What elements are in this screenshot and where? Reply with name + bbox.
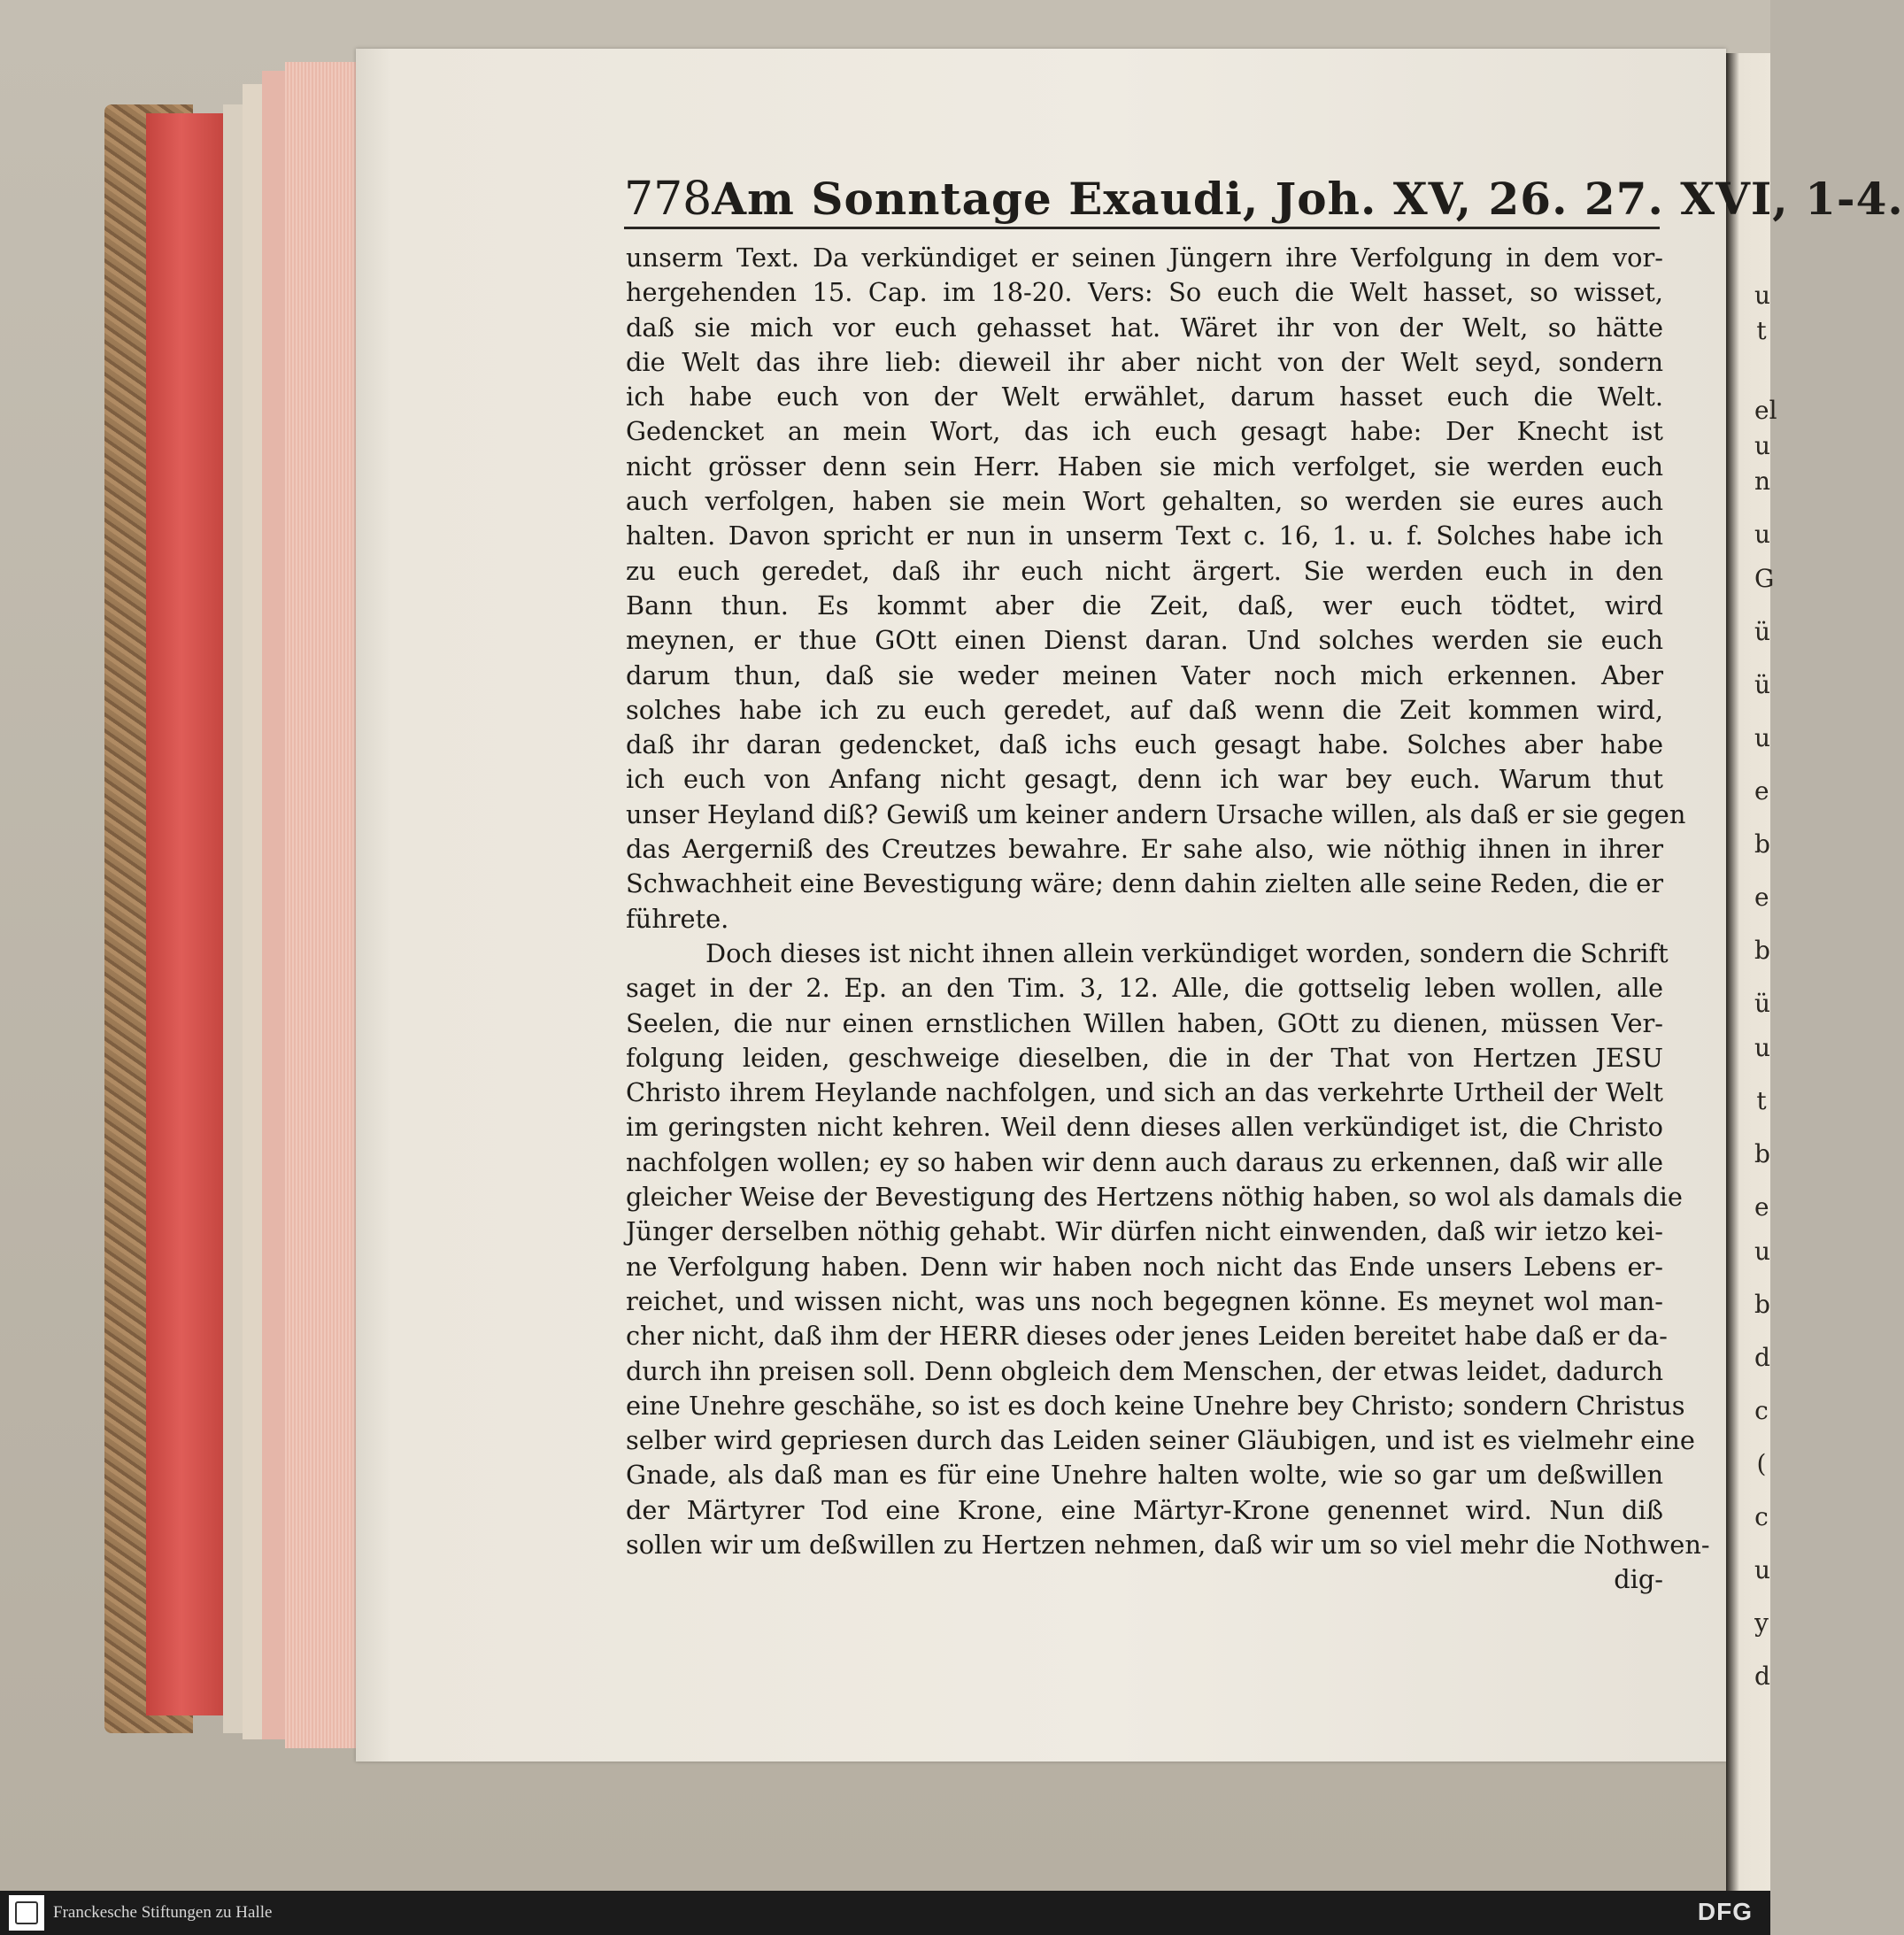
next-page-fragment: u xyxy=(1754,431,1771,460)
text-line: ich euch von Anfang nicht gesagt, denn ich war bey euch. Warum thut xyxy=(626,764,1663,795)
institution-logo xyxy=(9,1895,44,1931)
text-line: Gedencket an mein Wort, das ich euch gesagt habe: Der Knecht ist xyxy=(626,416,1663,447)
next-page-fragment: d xyxy=(1754,1661,1770,1691)
viewer-footer xyxy=(0,1891,1770,1935)
page-stack-4 xyxy=(285,62,356,1748)
text-line: Doch dieses ist nicht ihnen allein verkündiget worden, sondern die Schrift xyxy=(705,937,1669,968)
next-page-fragment: b xyxy=(1754,829,1770,859)
header-rule xyxy=(624,227,1660,229)
next-page-fragment: n xyxy=(1754,466,1771,496)
next-page-fragment: t xyxy=(1756,1086,1767,1115)
text-line: der Märtyrer Tod eine Krone, eine Märtyr-Krone genennet wird. Nun diß xyxy=(626,1494,1663,1525)
next-page-fragment: ü xyxy=(1754,617,1771,646)
text-line: nachfolgen wollen; ey so haben wir denn auch daraus zu erkennen, daß wir alle xyxy=(626,1146,1663,1177)
page-header xyxy=(624,173,1904,226)
text-line: unser Heyland diß? Gewiß um keiner andern Ursache willen, als daß er sie gegen xyxy=(626,798,1686,829)
text-line: zu euch geredet, daß ihr euch nicht ärgert. Sie werden euch in den xyxy=(626,555,1663,586)
text-line: Gnade, als daß man es für eine Unehre halten wolte, wie so gar um deßwillen xyxy=(626,1460,1663,1491)
text-line: unserm Text. Da verkündiget er seinen Jüngern ihre Verfolgung in dem vor- xyxy=(626,243,1663,273)
institution-name: Franckesche Stiftungen zu Halle xyxy=(53,1903,273,1922)
next-page-fragment: u xyxy=(1754,1237,1771,1266)
text-line: gleicher Weise der Bevestigung des Hertzens nöthig haben, so wol als damals die xyxy=(626,1182,1683,1213)
text-line: meynen, er thue GOtt einen Dienst daran. Und solches werden sie euch xyxy=(626,625,1663,656)
text-line: ich habe euch von der Welt erwählet, darum hasset euch die Welt. xyxy=(626,382,1663,412)
text-line: ne Verfolgung haben. Denn wir haben noch nicht das Ende unsers Lebens er- xyxy=(626,1251,1663,1282)
next-page-fragment: b xyxy=(1754,936,1770,965)
next-page-fragment: u xyxy=(1754,520,1771,549)
page-stack-2 xyxy=(243,84,262,1739)
text-line: die Welt das ihre lieb: dieweil ihr aber nicht von der Welt seyd, sondern xyxy=(626,346,1663,377)
next-page-fragment: e xyxy=(1754,1192,1769,1222)
dfg-logo: DFG xyxy=(1697,1898,1753,1925)
next-page-fragment: t xyxy=(1756,316,1767,345)
text-line: Jünger derselben nöthig gehabt. Wir dürfen nicht einwenden, daß wir ietzo kei- xyxy=(626,1216,1663,1247)
text-line: reichet, und wissen nicht, was uns noch begegnen könne. Es meynet wol man- xyxy=(626,1285,1663,1316)
next-page-fragment: y xyxy=(1754,1608,1769,1638)
next-page-fragment: b xyxy=(1754,1290,1770,1319)
text-line: das Aergerniß des Creutzes bewahre. Er sahe also, wie nöthig ihnen in ihrer xyxy=(626,834,1663,865)
text-line: Seelen, die nur einen ernstlichen Willen haben, GOtt zu dienen, müssen Ver- xyxy=(626,1007,1663,1038)
text-line: hergehenden 15. Cap. im 18-20. Vers: So euch die Welt hasset, so wisset, xyxy=(626,277,1663,308)
catchword: dig- xyxy=(1614,1564,1663,1595)
text-line: darum thun, daß sie weder meinen Vater noch mich erkennen. Aber xyxy=(626,659,1663,690)
text-line: cher nicht, daß ihm der HERR dieses oder jenes Leiden bereitet habe daß er da- xyxy=(626,1321,1668,1352)
text-line: Bann thun. Es kommt aber die Zeit, daß, wer euch tödtet, wird xyxy=(626,590,1663,621)
text-line: durch ihn preisen soll. Denn obgleich dem Menschen, der etwas leidet, dadurch xyxy=(626,1355,1663,1386)
next-page-fragment: G xyxy=(1754,564,1775,593)
text-line: daß sie mich vor euch gehasset hat. Wäret ihr von der Welt, so hätte xyxy=(626,312,1663,343)
next-page-fragment: ( xyxy=(1756,1449,1767,1478)
next-page-fragment: u xyxy=(1754,723,1771,752)
text-line: Christo ihrem Heylande nachfolgen, und sich an das verkehrte Urtheil der Welt xyxy=(626,1077,1663,1108)
next-page-fragment: b xyxy=(1754,1139,1770,1168)
next-page-fragment: u xyxy=(1754,1555,1771,1584)
text-line: daß ihr daran gedencket, daß ichs euch gesagt habe. Solches aber habe xyxy=(626,729,1663,760)
next-page-fragment: ü xyxy=(1754,989,1771,1018)
next-page-fragment: c xyxy=(1754,1396,1769,1425)
text-line: saget in der 2. Ep. an den Tim. 3, 12. Alle, die gottselig leben wollen, alle xyxy=(626,973,1663,1004)
next-page-fragment: u xyxy=(1754,1033,1771,1062)
running-head: Am Sonntage Exaudi, Joh. XV, 26. 27. XVI, 1-4. xyxy=(712,173,1904,225)
page-number: 778 xyxy=(624,173,713,226)
page-body-text xyxy=(626,241,1710,1598)
text-line: auch verfolgen, haben sie mein Wort gehalten, so werden sie eures auch xyxy=(626,486,1663,517)
page-stack-1 xyxy=(223,104,243,1733)
text-line: solches habe ich zu euch geredet, auf daß wenn die Zeit kommen wird, xyxy=(626,694,1663,725)
next-page-fragment: c xyxy=(1754,1502,1769,1531)
text-line: halten. Davon spricht er nun in unserm Text c. 16, 1. u. f. Solches habe ich xyxy=(626,520,1663,551)
next-page-fragment: el xyxy=(1754,396,1777,425)
next-page-fragment: e xyxy=(1754,883,1769,912)
page-stack-3 xyxy=(262,71,285,1739)
next-page-fragment: e xyxy=(1754,776,1769,806)
red-page-edges xyxy=(146,113,224,1715)
text-line: Schwachheit eine Bevestigung wäre; denn dahin zielten alle seine Reden, die er xyxy=(626,868,1664,899)
text-line: führete. xyxy=(626,903,729,934)
next-page-fragment: ü xyxy=(1754,670,1771,699)
next-page-fragment: d xyxy=(1754,1343,1770,1372)
text-line: selber wird gepriesen durch das Leiden seiner Gläubigen, und ist es vielmehr eine xyxy=(626,1425,1695,1456)
text-line: eine Unehre geschähe, so ist es doch keine Unehre bey Christo; sondern Christus xyxy=(626,1390,1685,1421)
next-page-fragment: u xyxy=(1754,281,1771,310)
text-line: im geringsten nicht kehren. Weil denn dieses allen verkündiget ist, die Christo xyxy=(626,1112,1663,1143)
text-line: nicht grösser denn sein Herr. Haben sie mich verfolget, sie werden euch xyxy=(626,451,1663,482)
text-line: folgung leiden, geschweige dieselben, die in der That von Hertzen JESU xyxy=(626,1042,1663,1073)
text-line: sollen wir um deßwillen zu Hertzen nehmen, daß wir um so viel mehr die Nothwen- xyxy=(626,1529,1710,1560)
